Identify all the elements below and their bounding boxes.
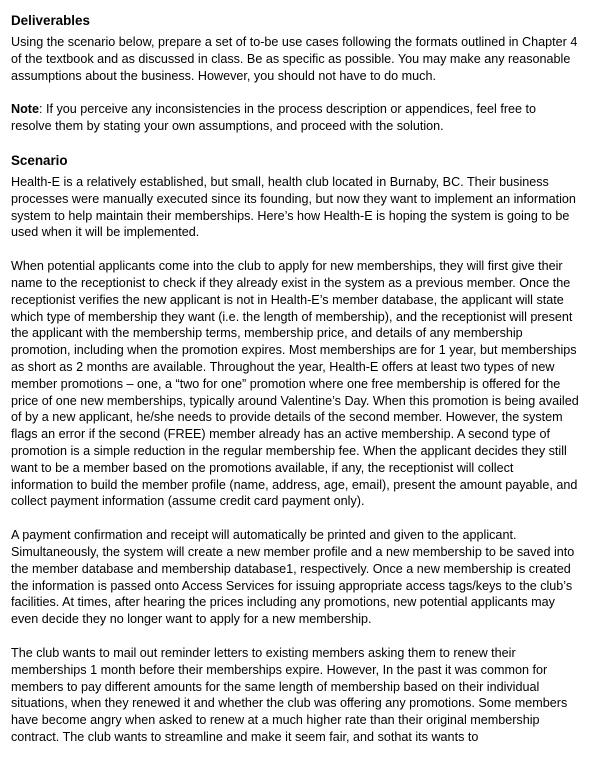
document-page [11, 12, 579, 763]
deliverables-heading: Deliverables [11, 13, 90, 28]
scenario-paragraph-4: The club wants to mail out reminder letters to existing members asking them to renew their memberships 1 month before their memberships expire. However, In the past it was common for members to pay different amounts for the same length of membership based on their individual situations, when they renewed it and whether the club was offering any promotions. Some members have become angry when asked to renew at a much higher rate than their original membership contract. The club wants to streamline and make it seem fair, and sothat its wants to [11, 645, 568, 744]
note-label: Note [11, 102, 39, 117]
scenario-paragraph-2: When potential applicants come into the club to apply for new memberships, they will first give their name to the receptionist to check if they already exist in the system as a previous member. Once the receptionist verifies the new applicant is not in Health-E’s member database, the applicant will state which type of membership they want (i.e. the length of membership), and the receptionist will present the applicant with the membership terms, membership price, and details of any membership promotion, including when the promotion expires. Most memberships are for 1 year, but memberships as short as 2 months are available. Throughout the year, Health-E offers at least two types of new member promotions – one, a “two for one” promotion where one free membership is offered for the price of one new memberships, typically around Valentine’s Day. When this promotion is being availed of by a new applicant, he/she needs to provide details of the second member. However, the system flags an error if the second (FREE) member already has an active membership. A second type of promotion is a simple reduction in the regular membership fee. When the applicant decides they still want to be a member based on the promotions available, if any, the receptionist will collect information to build the member profile (name, address, age, email), present the amount payable, and collect payment information (assume credit card payment only). [11, 259, 579, 509]
scenario-heading: Scenario [11, 152, 68, 168]
note-paragraph [11, 101, 579, 135]
deliverables-paragraph: Using the scenario below, prepare a set of to-be use cases following the formats outlined in Chapter 4 of the textbook and as discussed in class. Be as specific as possible. You may make any reasonable assumptions about the business. However, you should not have to do much. [11, 35, 578, 83]
scenario-paragraph-1: Health-E is a relatively established, but small, health club located in Burnaby, BC. Their business processes were manually executed since its founding, but now they want to implement an information system to help maintain their memberships. Here’s how Health-E is hoping the system is going to be used when it will be implemented. [11, 174, 576, 240]
note-text: : If you perceive any inconsistencies in the process description or appendices, feel free to resolve them by stating your own assumptions, and proceed with the solution. [11, 102, 537, 134]
scenario-paragraph-3: A payment confirmation and receipt will automatically be printed and given to the applicant. Simultaneously, the system will create a new member profile and a new membership to be saved into the member database and membership database1, respectively. Once a new membership is created the information is passed onto Access Services for issuing appropriate access tags/keys to the club’s facilities. At times, after hearing the prices including any promotions, new potential applicants may even decide they no longer want to apply for a new membership. [11, 528, 575, 627]
